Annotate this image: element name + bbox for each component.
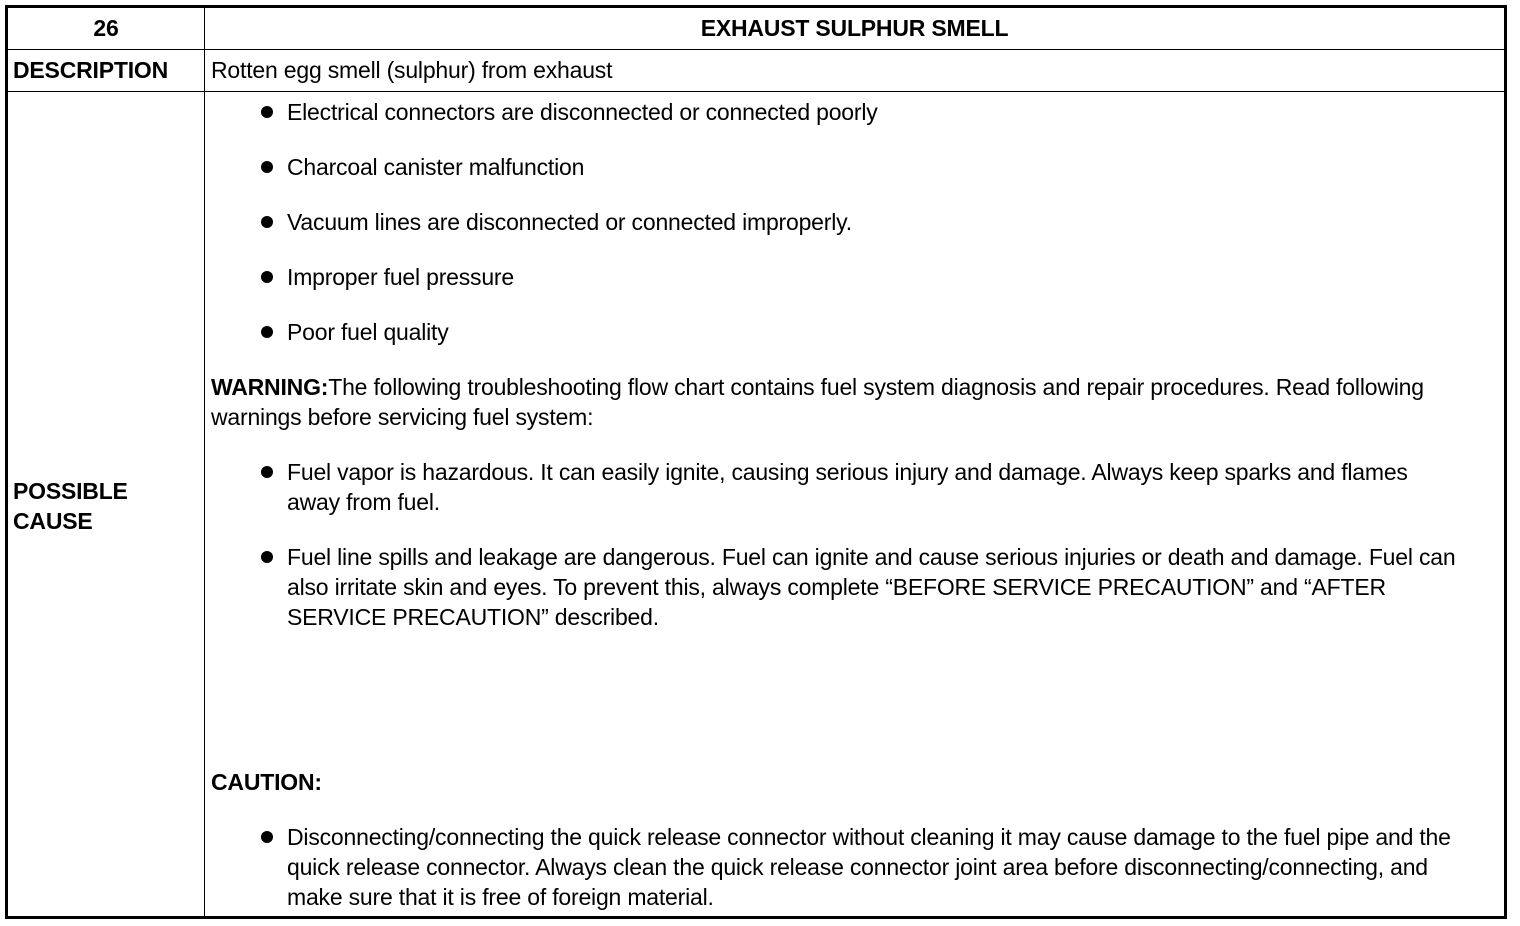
warning-list-item: Fuel line spills and leakage are dangerous. Fuel can ignite and cause serious injuries or death and damage. Fuel can also irritate skin and eyes. To prevent this, always complete “BEFORE SERVICE PRECAUTION” and “AFTER SERVICE PRECAUTION” described. [261, 542, 1464, 632]
possible-cause-label-line2: CAUSE [13, 508, 93, 534]
bullet-icon [261, 831, 273, 843]
possible-cause-label-cell [8, 92, 205, 916]
title-row [8, 8, 1504, 50]
bullet-icon [261, 551, 273, 563]
bullet-icon [261, 216, 273, 228]
description-row [8, 50, 1504, 92]
cause-list-item: Electrical connectors are disconnected or connected poorly [261, 97, 1464, 127]
possible-cause-label-line1: POSSIBLE [13, 478, 128, 504]
warning-list-item: Fuel vapor is hazardous. It can easily ignite, causing serious injury and damage. Always keep sparks and flames away from fuel. [261, 457, 1464, 517]
warning-text: The following troubleshooting flow chart contains fuel system diagnosis and repair procedures. Read following warnings before servicing fuel system: [211, 374, 1424, 430]
bullet-icon [261, 161, 273, 173]
caution-list-item: Disconnecting/connecting the quick release connector without cleaning it may cause damage to the fuel pipe and the quick release connector. Always clean the quick release connector joint area before disconnecting/connecting, and make sure that it is free of foreign material. [261, 822, 1464, 912]
description-text: Rotten egg smell (sulphur) from exhaust [211, 57, 613, 83]
cause-list-item: Vacuum lines are disconnected or connected improperly. [261, 207, 1464, 237]
bullet-icon [261, 326, 273, 338]
possible-cause-label [13, 476, 128, 536]
troubleshooting-table [5, 5, 1507, 919]
item-number: 26 [8, 8, 205, 49]
cause-list-item: Improper fuel pressure [261, 262, 1464, 292]
page-title: EXHAUST SULPHUR SMELL [700, 15, 1009, 41]
possible-cause-body [205, 92, 1504, 916]
bullet-icon [261, 271, 273, 283]
possible-cause-row [8, 92, 1504, 916]
description-label: DESCRIPTION [8, 50, 205, 91]
caution-label: CAUTION: [211, 769, 322, 795]
warning-paragraph [211, 372, 1464, 432]
cause-list-item: Poor fuel quality [261, 317, 1464, 347]
cause-list-item: Charcoal canister malfunction [261, 152, 1464, 182]
bullet-icon [261, 466, 273, 478]
warning-label: WARNING: [211, 374, 329, 400]
bullet-icon [261, 106, 273, 118]
